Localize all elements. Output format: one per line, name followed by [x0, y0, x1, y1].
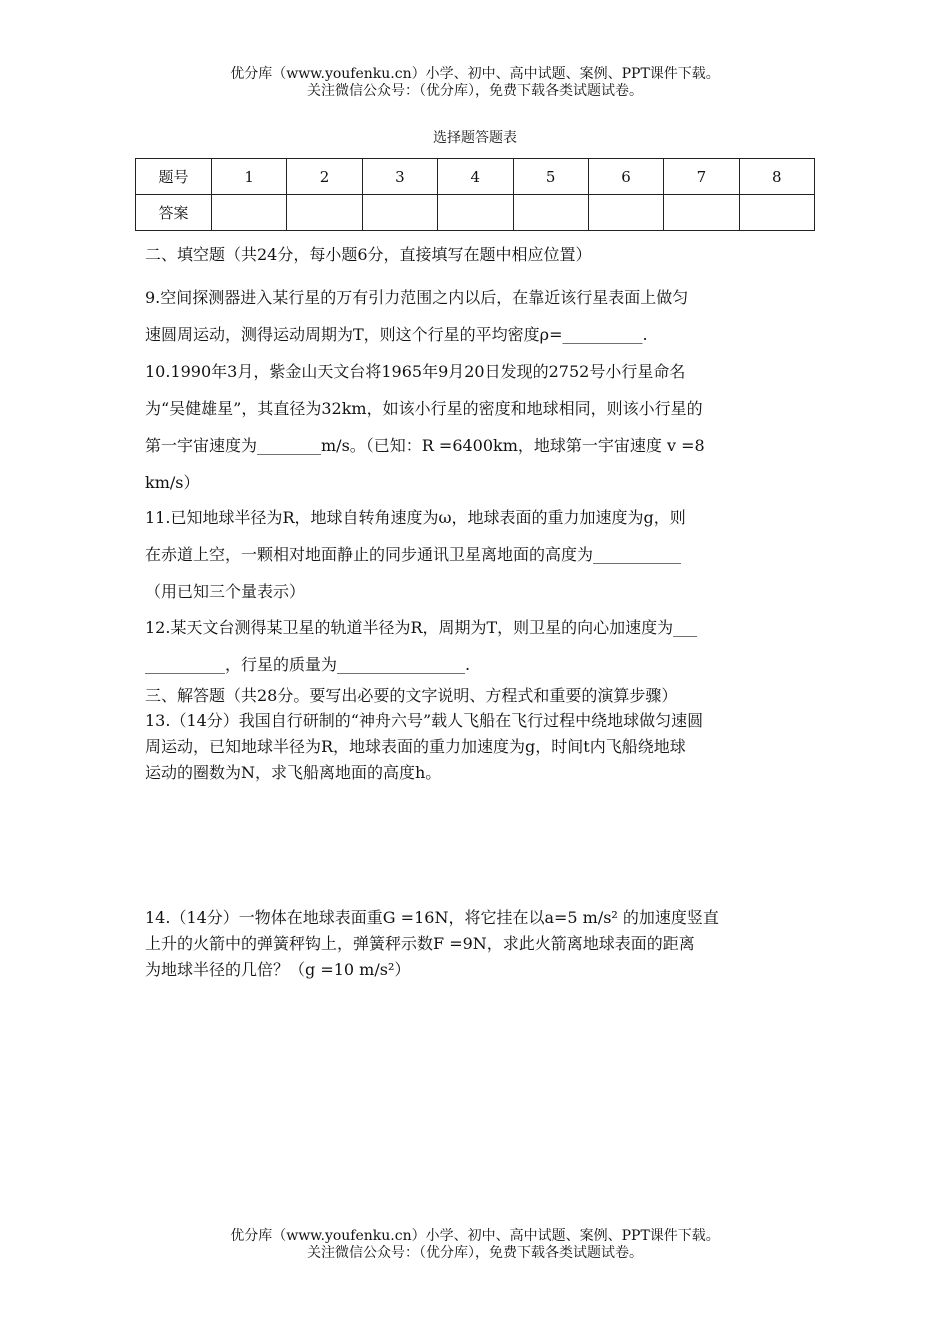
- header-line-1: 优分库（www.youfenku.cn）小学、初中、高中试题、案例、PPT课件下载。: [230, 66, 720, 82]
- answer-cell: [438, 195, 513, 231]
- question-12-line: 12.某天文台测得某卫星的轨道半径为R，周期为T，则卫星的向心加速度为___: [145, 618, 698, 637]
- answer-table-row-label: 题号: [136, 159, 212, 195]
- question-10-line: 10.1990年3月，紫金山天文台将1965年9月20日发现的2752号小行星命名: [145, 362, 686, 381]
- answer-table-answer-row: [136, 195, 815, 231]
- header-line-2: 关注微信公众号：（优分库），免费下载各类试题试卷。: [307, 83, 643, 99]
- footer-line-1: 优分库（www.youfenku.cn）小学、初中、高中试题、案例、PPT课件下载。: [230, 1228, 720, 1244]
- section-2-heading: [145, 242, 807, 265]
- question-11: [145, 499, 807, 610]
- answer-cell: [739, 195, 814, 231]
- question-14-line: 为地球半径的几倍？（g =10 m/s²）: [145, 960, 411, 979]
- question-13-line: 运动的圈数为N，求飞船离地面的高度h。: [145, 763, 442, 782]
- answer-table-number: 8: [739, 159, 814, 195]
- question-14-line: 14.（14分）一物体在地球表面重G =16N，将它挂在以a=5 m/s² 的加速度竖直: [145, 908, 719, 927]
- question-10: [145, 353, 807, 501]
- question-10-line: 第一宇宙速度为________m/s。（已知：R =6400km，地球第一宇宙速度 v =8: [145, 436, 705, 455]
- question-11-line: 11.已知地球半径为R，地球自转角速度为ω，地球表面的重力加速度为g，则: [145, 508, 686, 527]
- answer-table-number: 2: [287, 159, 362, 195]
- section-3-heading: [145, 683, 807, 706]
- answer-cell: [212, 195, 287, 231]
- answer-table-title: 选择题答题表: [433, 130, 517, 146]
- question-9-line: 9.空间探测器进入某行星的万有引力范围之内以后，在靠近该行星表面上做匀: [145, 288, 689, 307]
- page-footer: [0, 1228, 950, 1262]
- answer-table-number: 7: [664, 159, 739, 195]
- answer-table-number-row: [136, 159, 815, 195]
- answer-table-number: 5: [513, 159, 588, 195]
- answer-table-number: 6: [588, 159, 663, 195]
- question-11-line: 在赤道上空，一颗相对地面静止的同步通讯卫星离地面的高度为___________: [145, 545, 682, 564]
- answer-cell: [664, 195, 739, 231]
- question-12-line: __________，行星的质量为________________.: [145, 655, 471, 674]
- answer-table-number: 3: [362, 159, 437, 195]
- question-9-line: 速圆周运动，测得运动周期为T，则这个行星的平均密度ρ=__________.: [145, 325, 648, 344]
- question-10-line: km/s）: [145, 473, 200, 492]
- question-14-line: 上升的火箭中的弹簧秤钩上，弹簧秤示数F =9N，求此火箭离地球表面的距离: [145, 934, 695, 953]
- question-9: [145, 279, 807, 353]
- section-3-heading-text: 三、解答题（共28分。要写出必要的文字说明、方程式和重要的演算步骤）: [145, 686, 678, 705]
- question-12: [145, 609, 807, 683]
- section-2-heading-text: 二、填空题（共24分，每小题6分，直接填写在题中相应位置）: [145, 245, 592, 264]
- question-11-line: （用已知三个量表示）: [145, 582, 306, 601]
- answer-cell: [588, 195, 663, 231]
- question-10-line: 为“吴健雄星”，其直径为32km，如该小行星的密度和地球相同，则该小行星的: [145, 399, 703, 418]
- question-13-line: 13.（14分）我国自行研制的“神舟六号”载人飞船在飞行过程中绕地球做匀速圆: [145, 711, 704, 730]
- answer-table-number: 1: [212, 159, 287, 195]
- footer-line-2: 关注微信公众号：（优分库），免费下载各类试题试卷。: [307, 1245, 643, 1261]
- answer-cell: [513, 195, 588, 231]
- answer-table-row-label: 答案: [136, 195, 212, 231]
- page-header: [0, 66, 950, 100]
- answer-table: [135, 158, 815, 231]
- question-13-line: 周运动，已知地球半径为R，地球表面的重力加速度为g，时间t内飞船绕地球: [145, 737, 686, 756]
- question-14: [145, 905, 807, 983]
- answer-table-number: 4: [438, 159, 513, 195]
- answer-cell: [287, 195, 362, 231]
- answer-cell: [362, 195, 437, 231]
- question-13: [145, 708, 807, 786]
